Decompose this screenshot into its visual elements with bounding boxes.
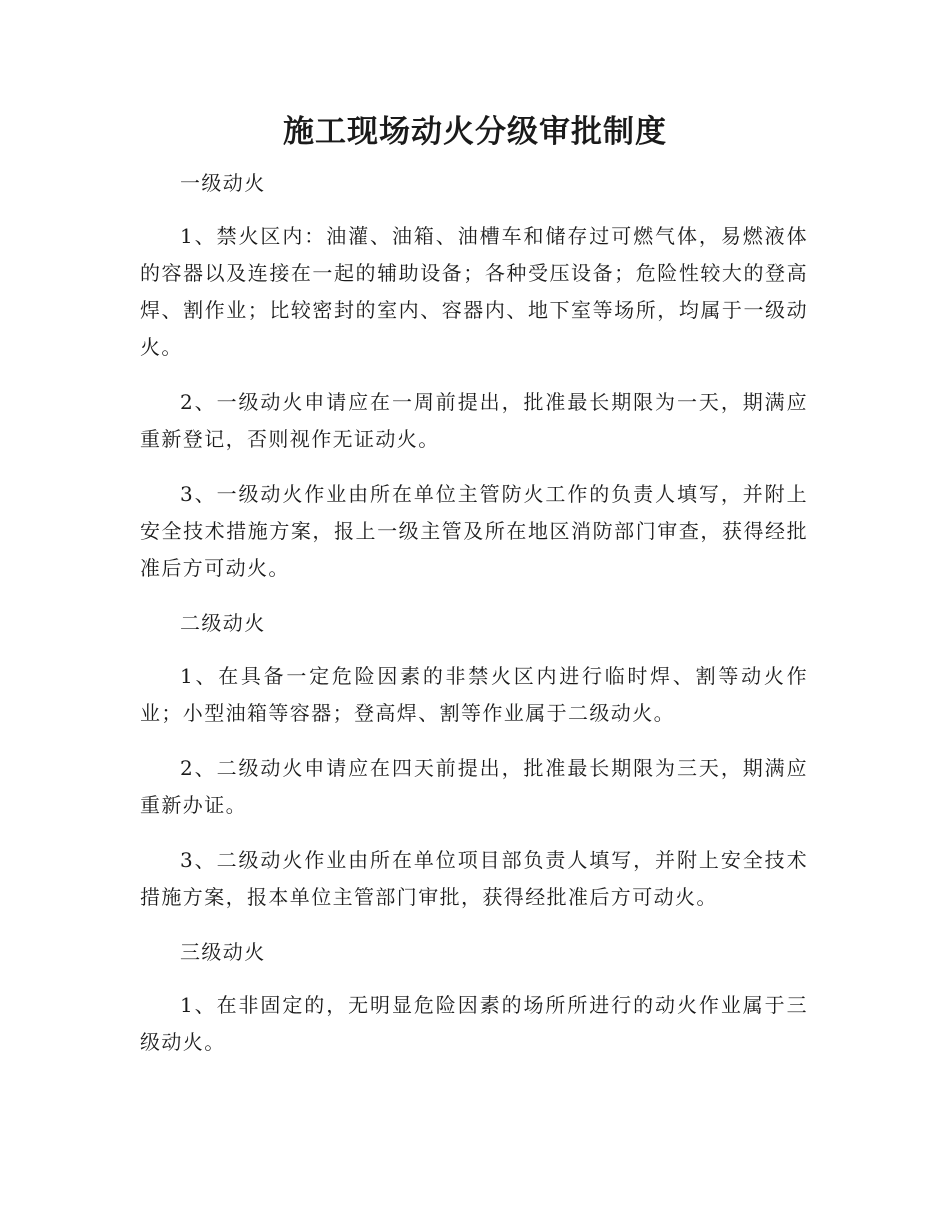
paragraph: 1、在具备一定危险因素的非禁火区内进行临时焊、割等动火作业；小型油箱等容器；登高焊、割等作业属于二级动火。 <box>140 664 808 725</box>
section-heading-level-3: 三级动火 <box>180 940 266 964</box>
section-heading-level-2: 二级动火 <box>180 611 266 635</box>
paragraph: 3、二级动火作业由所在单位项目部负责人填写，并附上安全技术措施方案，报本单位主管部门审批，获得经批准后方可动火。 <box>140 848 808 909</box>
paragraph: 3、一级动火作业由所在单位主管防火工作的负责人填写，并附上安全技术措施方案，报上一级主管及所在地区消防部门审查，获得经批准后方可动火。 <box>140 482 808 580</box>
paragraph: 2、一级动火申请应在一周前提出，批准最长期限为一天，期满应重新登记，否则视作无证动火。 <box>140 390 808 451</box>
page-title: 施工现场动火分级审批制度 <box>283 114 667 150</box>
paragraph: 1、在非固定的，无明显危险因素的场所所进行的动火作业属于三级动火。 <box>140 993 808 1054</box>
paragraph: 2、二级动火申请应在四天前提出，批准最长期限为三天，期满应重新办证。 <box>140 756 808 817</box>
paragraph: 1、禁火区内：油灌、油箱、油槽车和储存过可燃气体，易燃液体的容器以及连接在一起的辅助设备；各种受压设备；危险性较大的登高焊、割作业；比较密封的室内、容器内、地下室等场所，均属于一级动火。 <box>140 224 808 359</box>
section-heading-level-1: 一级动火 <box>180 171 266 195</box>
document-body <box>140 165 808 1061</box>
